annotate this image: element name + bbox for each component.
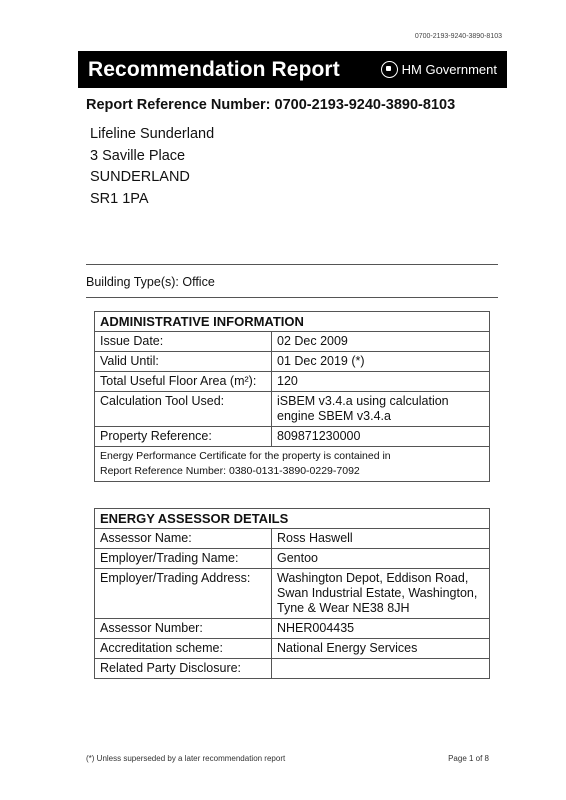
epc-note-line: Energy Performance Certificate for the property is contained in — [100, 450, 391, 462]
report-title: Recommendation Report — [88, 57, 340, 81]
divider — [86, 297, 498, 298]
administrative-information-table — [94, 311, 490, 482]
row-value: 01 Dec 2019 (*) — [272, 352, 490, 372]
table-row — [95, 659, 490, 679]
table-row — [95, 639, 490, 659]
property-address — [90, 124, 214, 210]
report-banner — [78, 51, 507, 88]
energy-assessor-details-table — [94, 508, 490, 679]
row-value — [272, 659, 490, 679]
table-row — [95, 549, 490, 569]
row-label: Issue Date: — [95, 332, 272, 352]
row-value: Ross Haswell — [272, 529, 490, 549]
row-value: National Energy Services — [272, 639, 490, 659]
row-label: Accreditation scheme: — [95, 639, 272, 659]
row-label: Employer/Trading Name: — [95, 549, 272, 569]
table-row — [95, 447, 490, 482]
building-type: Building Type(s): Office — [86, 275, 215, 289]
address-line: Lifeline Sunderland — [90, 126, 215, 142]
row-label: Assessor Number: — [95, 619, 272, 639]
top-reference: 0700-2193-9240-3890-8103 — [414, 33, 502, 40]
row-value: 02 Dec 2009 — [272, 332, 490, 352]
table-row — [95, 332, 490, 352]
row-value: NHER004435 — [272, 619, 490, 639]
row-value: Washington Depot, Eddison Road, Swan Industrial Estate, Washington, Tyne & Wear NE38 8JH — [272, 569, 490, 619]
row-label: Assessor Name: — [95, 529, 272, 549]
row-value: 120 — [272, 372, 490, 392]
table-row — [95, 392, 490, 427]
epc-note — [95, 447, 490, 482]
row-label: Total Useful Floor Area (m²): — [95, 372, 272, 392]
section-heading: ENERGY ASSESSOR DETAILS — [95, 509, 490, 529]
row-label: Calculation Tool Used: — [95, 392, 272, 427]
table-row — [95, 569, 490, 619]
table-row — [95, 427, 490, 447]
table-row — [95, 352, 490, 372]
row-value: iSBEM v3.4.a using calculation engine SBEM v3.4.a — [272, 392, 490, 427]
address-line: 3 Saville Place — [90, 147, 186, 164]
row-label: Property Reference: — [95, 427, 272, 447]
footnote: (*) Unless superseded by a later recommendation report — [86, 754, 286, 763]
row-value: 809871230000 — [272, 427, 490, 447]
table-row — [95, 619, 490, 639]
row-label: Valid Until: — [95, 352, 272, 372]
hm-government-logo — [381, 61, 497, 78]
epc-note-line: Report Reference Number: 0380-0131-3890-0229-7092 — [100, 465, 360, 477]
report-reference-number: Report Reference Number: 0700-2193-9240-3890-8103 — [86, 97, 456, 113]
table-row — [95, 372, 490, 392]
divider — [86, 264, 498, 265]
row-value: Gentoo — [272, 549, 490, 569]
table-row — [95, 529, 490, 549]
address-line: SUNDERLAND — [90, 169, 190, 185]
hm-government-label: HM Government — [401, 62, 497, 77]
row-label: Related Party Disclosure: — [95, 659, 272, 679]
row-label: Employer/Trading Address: — [95, 569, 272, 619]
section-heading: ADMINISTRATIVE INFORMATION — [95, 312, 490, 332]
page-number: Page 1 of 8 — [448, 754, 489, 763]
crest-icon — [381, 61, 398, 78]
address-line: SR1 1PA — [90, 190, 149, 207]
